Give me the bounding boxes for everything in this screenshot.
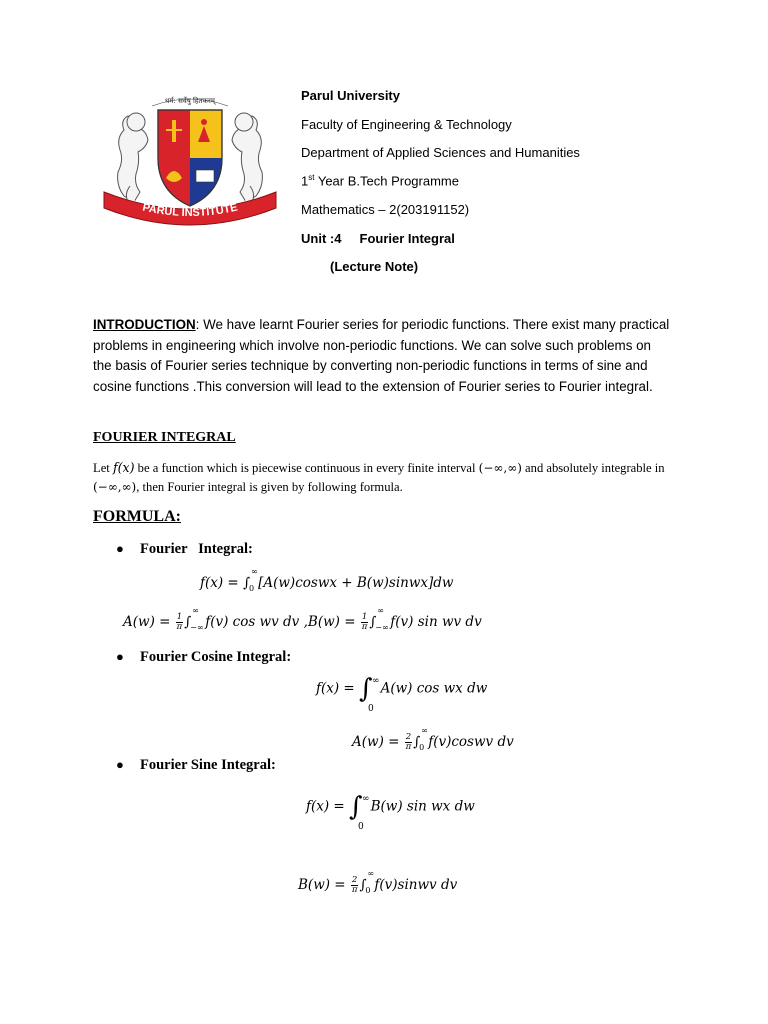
year-rest: Year B.Tech Programme <box>314 173 459 189</box>
university-name: Parul University <box>301 88 400 103</box>
definition-text-c: and absolutely integrable in <box>521 461 665 475</box>
faculty-name: Faculty of Engineering & Technology <box>301 117 512 132</box>
fourier-sine-formula <box>306 792 475 832</box>
integral-sign-icon: ∫ ∞ 0 <box>359 869 374 895</box>
logo-emblem-icon <box>100 86 280 226</box>
bullet-dot-icon: ● <box>116 757 124 772</box>
section-title: FOURIER INTEGRAL <box>93 430 236 445</box>
fourier-cosine-formula <box>316 674 488 714</box>
introduction-paragraph <box>93 315 673 397</box>
fi-lhs: f(x) = <box>200 575 244 591</box>
bullet-dot-icon: ● <box>116 541 124 556</box>
fourier-integral-formula <box>200 567 454 593</box>
definition-paragraph <box>93 459 683 496</box>
fi-integrand: [A(w)coswx + B(w)sinwx]dw <box>258 575 454 591</box>
fourier-integral-label: Fourier Integral: <box>140 541 253 557</box>
formula-heading: FORMULA: <box>93 508 181 525</box>
year-number: 1 <box>301 173 309 189</box>
integral-sign-icon: ∫ ∞ 0 <box>359 674 380 714</box>
fraction-1-over-pi: $\frac{1}{\pi}$ <box>176 612 183 632</box>
fc-coef-lhs: A(w) = <box>352 734 404 750</box>
introduction-text: : We have learnt Fourier series for periodic functions. There exist many practical problems in engineering which involve non-periodic functions. We can solve such problems on the basis of Fourier series technique by converting non-periodic functions in terms of sine and cosine functions .This conversion will lead to the extension of Fourier series to Fourier integral. <box>93 317 670 394</box>
fourier-cosine-label: Fourier Cosine Integral: <box>140 649 292 665</box>
fourier-integral-coefficients <box>123 606 482 632</box>
coef-a-rhs: f(v) cos wv dv <box>205 614 300 630</box>
integral-sign-icon: ∫ ∞ 0 <box>243 567 258 593</box>
logo-motto: धर्म: सर्वेषु हितकरम् <box>165 97 215 105</box>
coef-a-lhs: A(w) = <box>123 614 175 630</box>
department-name: Department of Applied Sciences and Humanities <box>301 145 580 160</box>
integral-sign-icon: ∫ ∞ 0 <box>349 792 370 832</box>
fs-lhs: f(x) = <box>306 798 350 815</box>
coef-b-lhs: ,B(w) = <box>299 614 360 630</box>
fourier-cosine-coefficient <box>352 726 514 752</box>
integral-sign-icon: ∫ ∞ −∞ <box>369 606 389 632</box>
lecture-note-label: (Lecture Note) <box>330 259 419 274</box>
definition-text-d: , then Fourier integral is given by following formula. <box>136 479 403 494</box>
university-logo <box>100 86 280 226</box>
fourier-sine-coefficient <box>298 869 458 895</box>
fc-integrand: A(w) cos wx dw <box>380 680 488 697</box>
integral-sign-icon: ∫ ∞ −∞ <box>184 606 204 632</box>
fc-lhs: f(x) = <box>316 680 360 697</box>
coef-b-rhs: f(v) sin wv dv <box>390 614 482 630</box>
definition-interval-2: (−∞,∞) <box>93 479 137 494</box>
bullet-fourier-sine-integral <box>116 757 276 774</box>
definition-text-b: be a function which is piecewise continuous in every finite interval <box>134 461 479 475</box>
bullet-dot-icon: ● <box>116 649 124 664</box>
fraction-1-over-pi: $\frac{1}{\pi}$ <box>361 612 368 632</box>
definition-fx: f(x) <box>112 460 135 475</box>
logo-banner-text: PARUL INSTITUTE <box>141 201 239 220</box>
fs-integrand: B(w) sin wx dw <box>370 798 475 815</box>
year-superscript: st <box>308 173 315 182</box>
fraction-2-over-pi: $\frac{2}{\pi}$ <box>351 875 358 895</box>
bullet-fourier-integral <box>116 541 253 558</box>
definition-text-a: Let <box>93 461 113 475</box>
fs-coef-rhs: f(v)sinwv dv <box>374 877 458 893</box>
fs-coef-lhs: B(w) = <box>298 877 350 893</box>
unit-title: Unit :4 Fourier Integral <box>301 231 455 246</box>
programme-line <box>301 173 459 188</box>
fourier-sine-label: Fourier Sine Integral: <box>140 757 276 773</box>
bullet-fourier-cosine-integral <box>116 649 292 666</box>
fraction-2-over-pi: $\frac{2}{\pi}$ <box>405 732 412 752</box>
fc-coef-rhs: f(v)coswv dv <box>428 734 514 750</box>
definition-interval-1: (−∞,∞) <box>478 461 522 475</box>
introduction-heading: INTRODUCTION <box>93 317 196 332</box>
integral-sign-icon: ∫ ∞ 0 <box>413 726 428 752</box>
subject-line: Mathematics – 2(203191152) <box>301 202 470 217</box>
